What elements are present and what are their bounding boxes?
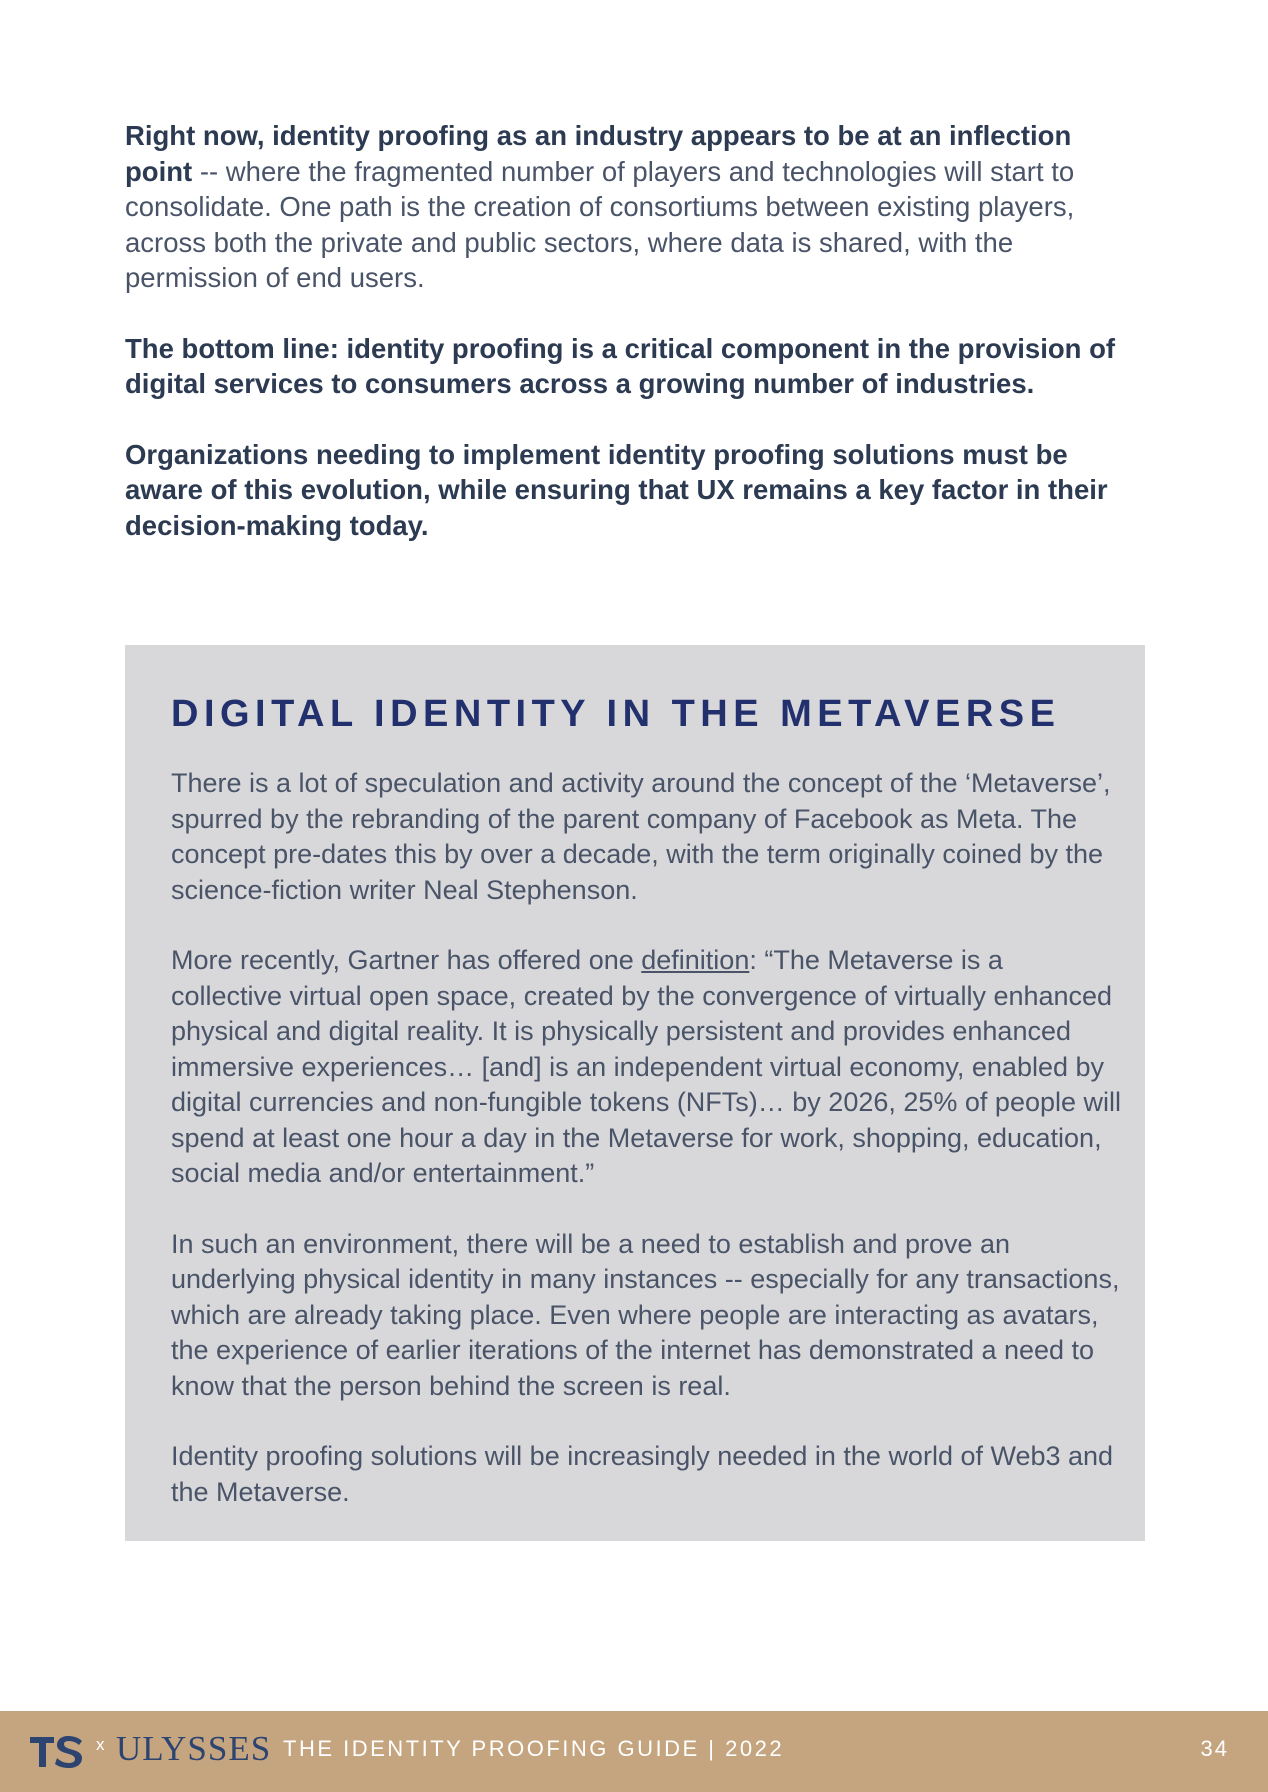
callout-paragraph-speculation: There is a lot of speculation and activity around the concept of the ‘Metaverse’, spurred by the rebranding of the parent company of Facebook as Meta. The concept pre-dates this by over a decade, with the term originally coined by the science-fiction writer Neal Stephenson. [171, 768, 1111, 905]
footer-title: THE IDENTITY PROOFING GUIDE | 2022 [283, 1736, 785, 1761]
logo-separator: x [96, 1735, 105, 1754]
bottom-line-paragraph: The bottom line: identity proofing is a critical component in the provision of digital services to consumers across a growing number of industries. [125, 332, 1116, 399]
callout-paragraph-gartner [171, 943, 1121, 1192]
intro-paragraph-rest: -- where the fragmented number of players and technologies will start to consolidate. One path is the creation of consortiums between existing players, across both the private and public sectors, where data is shared, with the permission of end users. [125, 155, 1075, 293]
intro-paragraph-bold-lead: Right now, identity proofing as an industry appears to be at an inflection point [125, 120, 1072, 187]
intro-section [125, 118, 1145, 543]
organizations-paragraph: Organizations needing to implement identity proofing solutions must be aware of this evolution, while ensuring that UX remains a key factor in their decision-making today. [125, 438, 1108, 541]
ts-logo-icon [28, 1733, 84, 1769]
callout-title: DIGITAL IDENTITY IN THE METAVERSE [171, 693, 1061, 735]
gartner-quote: : “The Metaverse is a collective virtual open space, created by the convergence of virtually enhanced physical and digital reality. It is physically persistent and provides enhanced immersive experiences… [and] is an independent virtual economy, enabled by digital currencies and non-fungible tokens (NFTs)… by 2026, 25% of people will spend at least one hour a day in the Metaverse for work, shopping, education, social media and/or entertainment.” [171, 945, 1122, 1188]
page-footer [0, 1711, 1268, 1792]
gartner-text-before: More recently, Gartner has offered one [171, 945, 642, 975]
definition-link[interactable]: definition [641, 945, 750, 975]
metaverse-callout-box [125, 645, 1145, 1541]
callout-paragraph-environment: In such an environment, there will be a need to establish and prove an underlying physical identity in many instances -- especially for any transactions, which are already taking place. Even where people are interacting as avatars, the experience of earlier iterations of the internet has demonstrated a need to know that the person behind the screen is real. [171, 1228, 1120, 1401]
callout-paragraph-web3: Identity proofing solutions will be increasingly needed in the world of Web3 and the Metaverse. [171, 1441, 1114, 1507]
page-number: 34 [1200, 1736, 1229, 1761]
intro-paragraph-inflection [125, 118, 1145, 296]
ulysses-logo: ULYSSES [116, 1729, 272, 1768]
